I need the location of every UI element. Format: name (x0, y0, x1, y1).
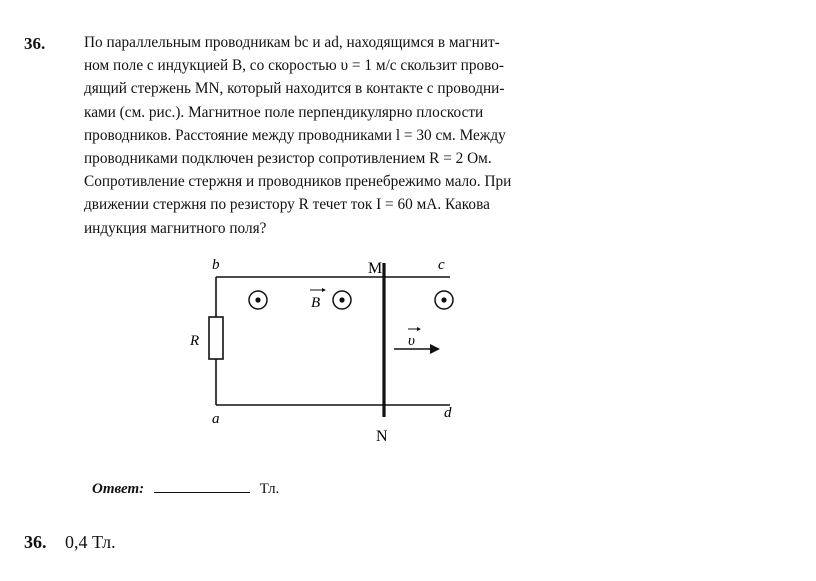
label-a: a (212, 411, 220, 427)
solution-text: 0,4 Тл. (65, 532, 116, 552)
problem-number: 36. (24, 34, 46, 53)
solution (24, 532, 116, 553)
answer-unit: Тл. (259, 481, 280, 497)
label-c: c (438, 257, 445, 273)
field-symbol (249, 291, 267, 309)
answer-row (92, 478, 279, 498)
problem-line: проводниками подключен резистор сопротивлением R = 2 Ом. (84, 150, 492, 168)
answer-label: Ответ: (92, 481, 145, 497)
field-symbol (435, 291, 453, 309)
answer-field[interactable] (154, 478, 250, 493)
velocity-arrowhead (430, 344, 440, 354)
problem-line: дящий стержень MN, который находится в контакте с проводни- (84, 80, 505, 98)
label-n: N (376, 428, 388, 445)
label-b-field: B (311, 295, 321, 311)
problem-line: ками (см. рис.). Магнитное поле перпендикулярно плоскости (84, 103, 484, 121)
circuit-diagram (180, 255, 480, 450)
problem-line: ном поле с индукцией B, со скоростью υ = 1 м/с скользит прово- (84, 57, 504, 75)
field-symbol (333, 291, 351, 309)
problem-text (84, 31, 592, 240)
label-v: υ (408, 333, 415, 349)
label-d: d (444, 405, 452, 421)
problem-line: По параллельным проводникам bc и ad, находящимся в магнит- (84, 34, 500, 51)
problem-line: движении стержня по резистору R течет ток I = 60 мА. Какова (84, 196, 490, 214)
problem-line: проводников. Расстояние между проводниками l = 30 см. Между (84, 126, 506, 144)
problem-line: индукция магнитного поля? (84, 219, 267, 237)
v-vector-arrowhead (417, 327, 421, 331)
solution-number: 36. (24, 532, 47, 552)
label-m: M (368, 260, 383, 277)
b-vector-arrowhead (322, 288, 326, 292)
problem-line: Сопротивление стержня и проводников пренебрежимо мало. При (84, 173, 512, 191)
label-b: b (212, 257, 220, 273)
resistor (209, 317, 223, 359)
label-r: R (190, 333, 200, 349)
